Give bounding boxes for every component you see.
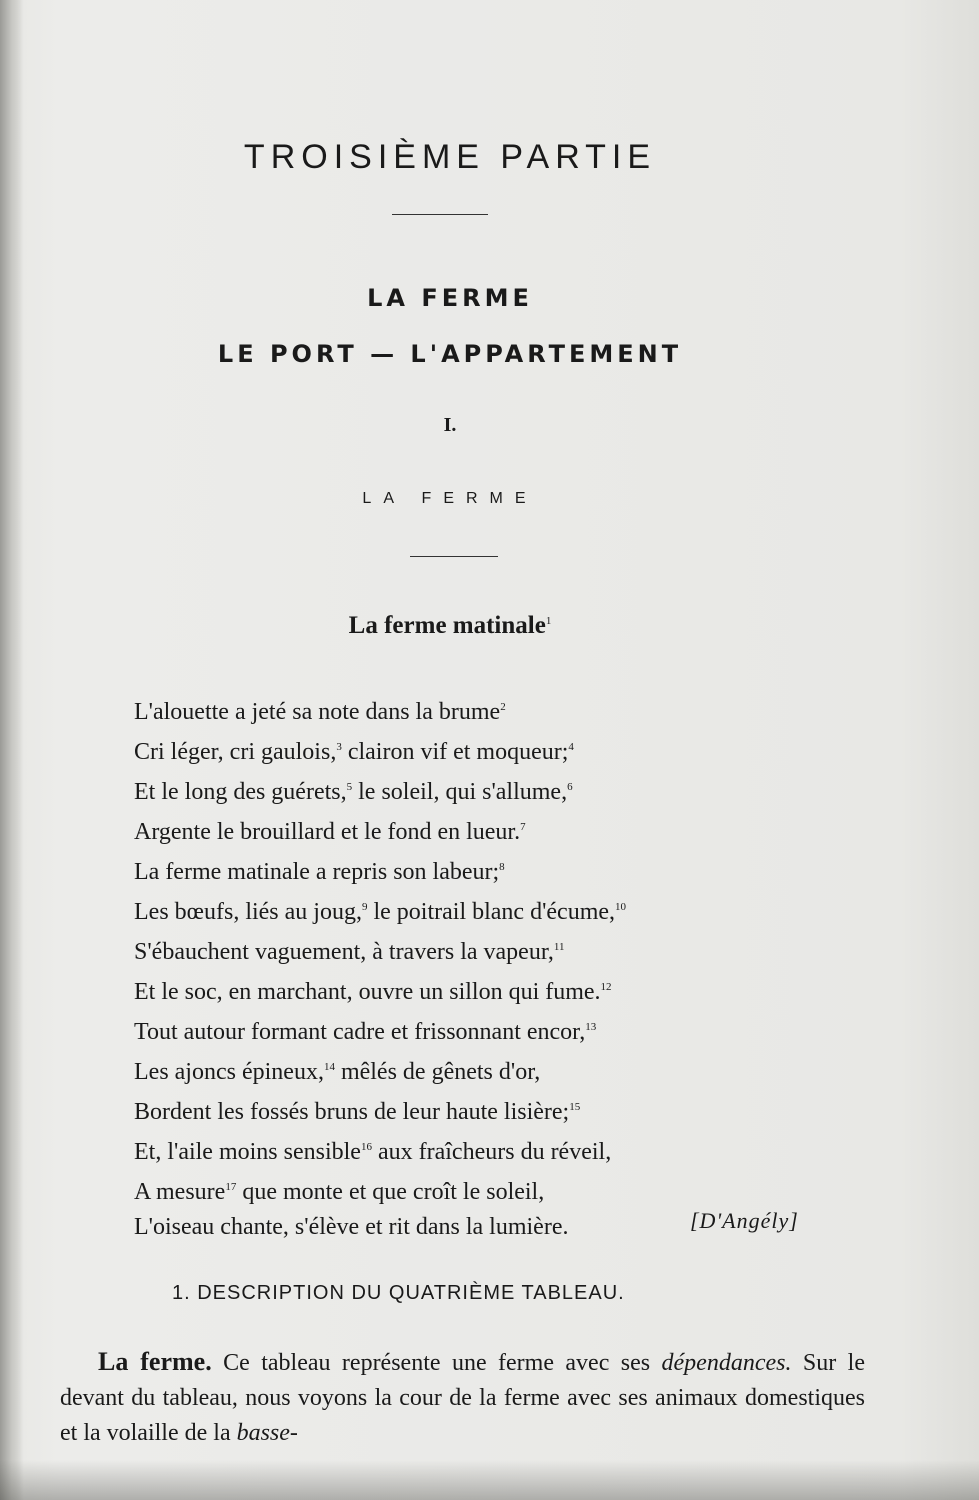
- description-text: Ce tableau représente une ferme avec ses: [211, 1350, 662, 1376]
- footnote-marker: 1: [545, 615, 552, 627]
- section-title-ferme: LA FERME: [367, 284, 533, 312]
- description-paragraph: [60, 1344, 865, 1451]
- verse-text: La ferme matinale a repris son labeur;: [134, 859, 500, 885]
- verse-text: clairon vif et moqueur;: [341, 739, 569, 765]
- verse-text: Argente le brouillard et le fond en lueur.: [134, 819, 521, 845]
- poem-title: [0, 612, 900, 640]
- part-title: TROISIÈME PARTIE: [243, 138, 657, 176]
- description-emphasis: dépendances.: [661, 1350, 792, 1376]
- divider-rule: [392, 214, 488, 215]
- verse-text: Et le long des guérets,: [134, 779, 347, 805]
- verse-text: aux fraîcheurs du réveil,: [371, 1139, 612, 1165]
- section-title-port: LE PORT — L'APPARTEMENT: [217, 340, 683, 368]
- poem-verse: [134, 730, 834, 770]
- description-text: Sur le devant du tableau, nous voyons la cour de la ferme avec ses animaux domestiques et la volaille de la: [60, 1350, 865, 1446]
- verse-text: Tout autour formant cadre et frissonnant encor,: [134, 1019, 586, 1045]
- verse-text: que monte et que croît le soleil,: [236, 1179, 545, 1205]
- footnote-marker: 2: [500, 701, 506, 713]
- footnote-marker: 16: [360, 1141, 372, 1153]
- footnote-marker: 4: [568, 741, 574, 753]
- poem-verse: [134, 1050, 834, 1090]
- description-lead: La ferme.: [98, 1347, 212, 1376]
- verse-text: Et, l'aile moins sensible: [134, 1139, 361, 1165]
- verse-text: Les ajoncs épineux,: [134, 1059, 324, 1085]
- description-emphasis: basse-: [236, 1420, 298, 1446]
- verse-text: L'oiseau chante, s'élève et rit dans la lumière.: [134, 1214, 569, 1240]
- verse-text: A mesure: [134, 1179, 226, 1205]
- verse-text: Cri léger, cri gaulois,: [134, 739, 337, 765]
- footnote-marker: 14: [323, 1061, 335, 1073]
- footnote-marker: 5: [346, 781, 353, 793]
- footnote-marker: 12: [600, 981, 612, 993]
- divider-rule: [410, 556, 498, 557]
- footnote-marker: 8: [499, 861, 505, 873]
- poem-verse: [134, 1010, 834, 1050]
- footnote-marker: 13: [585, 1021, 597, 1033]
- verse-text: Bordent les fossés bruns de leur haute lisière;: [134, 1099, 570, 1125]
- verse-text: Les bœufs, liés au joug,: [134, 899, 362, 925]
- page-bottom-shadow: [0, 1460, 979, 1500]
- footnote-marker: 9: [361, 901, 368, 913]
- poem-author: [D'Angély]: [690, 1208, 799, 1233]
- poem-verse: [134, 1090, 834, 1130]
- chapter-title: LA FERME: [362, 490, 538, 507]
- footnote-marker: 3: [336, 741, 342, 753]
- poem-verse: [134, 810, 834, 850]
- footnote-marker: 10: [615, 901, 627, 913]
- poem-body: [134, 690, 834, 1245]
- footnote-marker: 17: [225, 1181, 237, 1193]
- poem-verse: [134, 770, 834, 810]
- poem-verse: [134, 1170, 834, 1210]
- verse-text: le poitrail blanc d'écume,: [367, 899, 616, 925]
- poem-verse: [134, 890, 834, 930]
- poem-verse: [134, 850, 834, 890]
- footnote-marker: 6: [567, 781, 573, 793]
- verse-text: Et le soc, en marchant, ouvre un sillon qui fume.: [134, 979, 601, 1005]
- footnote-marker: 7: [520, 821, 526, 833]
- poem-verse: [134, 690, 834, 730]
- poem-verse: [134, 1130, 834, 1170]
- verse-text: le soleil, qui s'allume,: [352, 779, 568, 805]
- poem-verse: [134, 970, 834, 1010]
- poem-title-text: La ferme matinale: [348, 612, 546, 639]
- verse-text: L'alouette a jeté sa note dans la brume: [134, 699, 501, 725]
- verse-text: S'ébauchent vaguement, à travers la vapeur,: [134, 939, 554, 965]
- poem-verse: [134, 930, 834, 970]
- footnote-marker: 11: [553, 941, 565, 953]
- description-heading: 1. DESCRIPTION DU QUATRIÈME TABLEAU.: [172, 1282, 625, 1304]
- footnote-marker: 15: [569, 1101, 581, 1113]
- page-gutter: [0, 0, 24, 1500]
- verse-text: mêlés de gênets d'or,: [334, 1059, 541, 1085]
- chapter-number: I.: [443, 414, 457, 436]
